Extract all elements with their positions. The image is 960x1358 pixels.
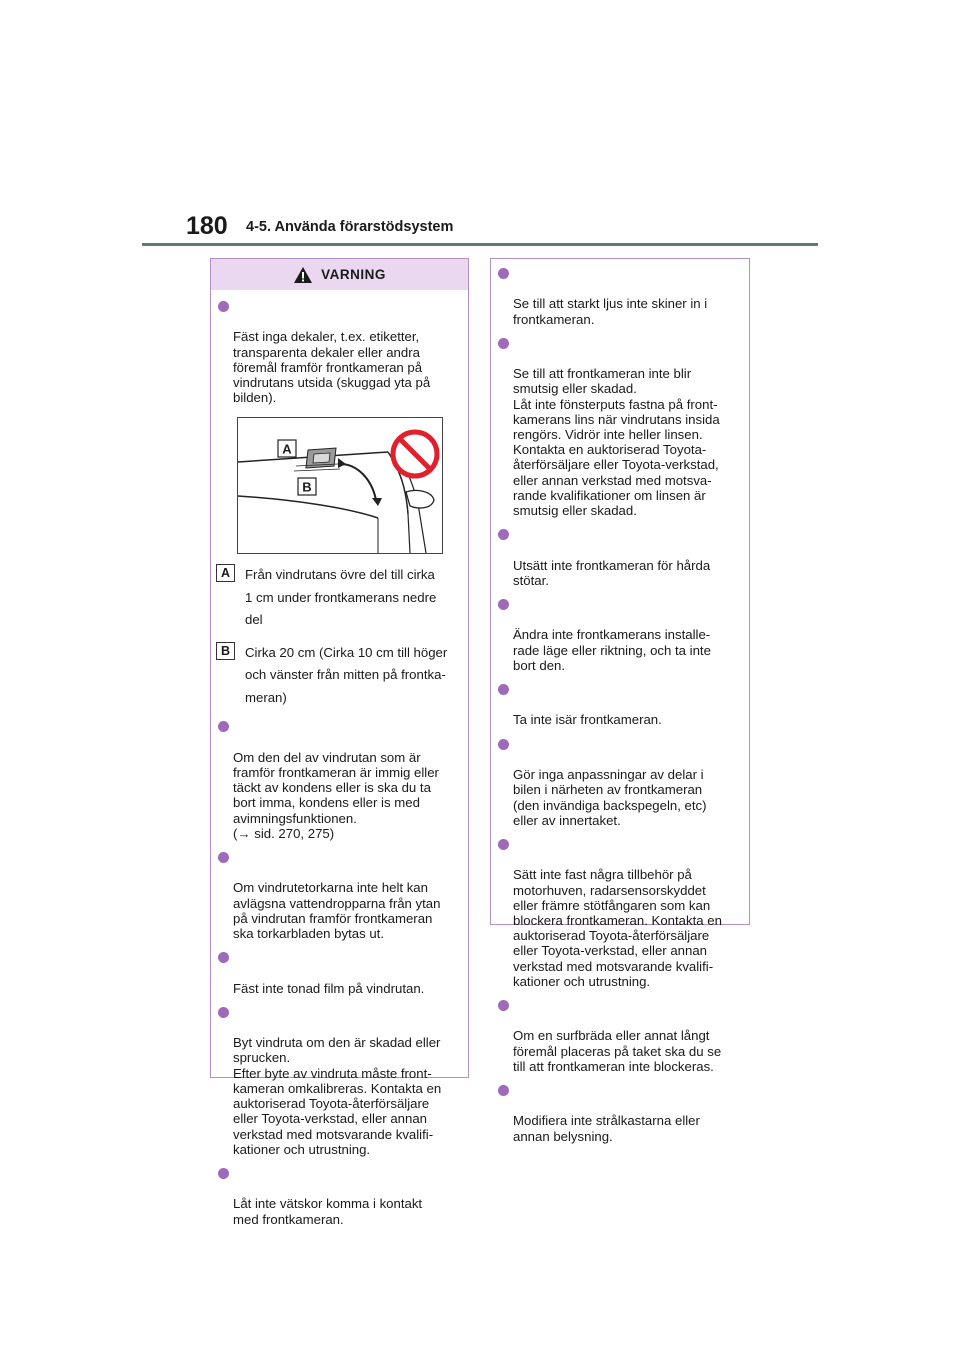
- bullet-text: Fäst inte tonad film på vindrutan.: [233, 980, 425, 996]
- page-number: 180: [186, 212, 228, 240]
- prohibition-sign-icon: [393, 432, 437, 476]
- bullet-text: Om en surfbräda eller annat långt föremål placeras på taket ska du se till att frontkameran inte blockeras.: [513, 1028, 722, 1074]
- bullet-text: Se till att frontkameran inte blir smutsig eller skadad. Låt inte fönsterputs fastna på front- kamerans lins när vindrutans insida rengörs. Vidrör inte heller linsen. Kontakta en auktoriserad Toyota- återförsäljare eller Toyota-verkstad, eller annan verkstad med motsva- rande kvalifikationer om linsen är smutsig eller skadad.: [513, 366, 720, 519]
- label-tag-a: A: [216, 564, 235, 582]
- list-item: [496, 266, 741, 327]
- intro-list: [216, 299, 461, 405]
- label-tag-b: B: [216, 642, 235, 660]
- right-bullet-list: [496, 266, 741, 1144]
- list-item: [496, 737, 741, 828]
- list-item: [496, 597, 741, 673]
- header-rule: [142, 243, 818, 246]
- list-item: [496, 1083, 741, 1144]
- bullet-dot-icon: [498, 839, 509, 850]
- section-title: 4-5. Använda förarstödsystem: [246, 219, 454, 235]
- bullet-text: Ta inte isär frontkameran.: [513, 712, 662, 728]
- label-text-a: Från vindrutans övre del till cirka 1 cm under frontkamerans nedre del: [245, 567, 437, 628]
- bullet-dot-icon: [218, 1168, 229, 1179]
- label-item-a: [216, 564, 468, 632]
- warning-box-right: [490, 258, 750, 1144]
- bullet-dot-icon: [218, 952, 229, 963]
- list-item: [496, 837, 741, 989]
- warning-header: [211, 259, 468, 290]
- bullet-text: Om den del av vindrutan som är framför frontkameran är immig eller täckt av kondens eller is ska du ta bort imma, kondens eller is med avimningsfunktionen. (→ sid. 270, 275): [233, 749, 439, 841]
- list-item: [496, 336, 741, 518]
- bullet-text: Gör inga anpassningar av delar i bilen i närheten av frontkameran (den invändiga backspegeln, etc) eller av innertaket.: [513, 767, 707, 828]
- list-item: [496, 682, 741, 728]
- callout-b-label: B: [302, 479, 312, 495]
- bullet-dot-icon: [218, 852, 229, 863]
- list-item: [216, 1005, 461, 1157]
- bullet-dot-icon: [498, 599, 509, 610]
- bullet-dot-icon: [218, 1007, 229, 1018]
- bullet-text: Om vindrutetorkarna inte helt kan avlägsna vattendropparna från ytan på vindrutan framför frontkameran ska torkarbladen bytas ut.: [233, 880, 441, 942]
- list-item: [216, 719, 461, 841]
- list-item: [216, 1166, 461, 1227]
- bullet-dot-icon: [498, 268, 509, 279]
- callout-a-label: A: [282, 441, 292, 457]
- bullet-text: Ändra inte frontkamerans installe- rade läge eller riktning, och ta inte bort den.: [513, 627, 711, 673]
- list-item: [496, 527, 741, 588]
- bullet-dot-icon: [498, 338, 509, 349]
- warning-triangle-icon: [293, 266, 313, 284]
- bullet-text: Fäst inga dekaler, t.ex. etiketter, transparenta dekaler eller andra föremål framför frontkameran på vindrutans utsida (skuggad yta på bilden).: [233, 329, 431, 406]
- bullet-text: Låt inte vätskor komma i kontakt med frontkameran.: [233, 1196, 423, 1227]
- windshield-camera-figure: [237, 417, 443, 554]
- bullet-dot-icon: [498, 529, 509, 540]
- bullet-text: Byt vindruta om den är skadad eller sprucken. Efter byte av vindruta måste front- kameran omkalibreras. Kontakta en auktoriserad Toyota-återförsäljare eller Toyota-verkstad, eller annan verkstad med motsvarande kvalifi- kationer och utrustning.: [233, 1035, 442, 1157]
- label-item-b: [216, 642, 468, 710]
- warning-title: VARNING: [321, 267, 386, 282]
- bullet-dot-icon: [498, 739, 509, 750]
- left-bullet-list: [216, 719, 461, 1226]
- bullet-dot-icon: [498, 1085, 509, 1096]
- bullet-text: Sätt inte fast några tillbehör på motorhuven, radarsensorskyddet eller främre stötfångaren som kan blockera frontkameran. Kontakta en auktoriserad Toyota-återförsäljare eller Toyota-verkstad, eller annan verkstad med motsvarande kvalifi- kationer och utrustning.: [513, 867, 722, 989]
- list-item: [216, 950, 461, 996]
- bullet-dot-icon: [498, 684, 509, 695]
- bullet-text: Se till att starkt ljus inte skiner in i frontkameran.: [513, 296, 708, 327]
- warning-box-left: [210, 258, 469, 1227]
- list-item: [216, 850, 461, 941]
- bullet-text: Modifiera inte strålkastarna eller annan belysning.: [513, 1113, 700, 1144]
- list-item: [496, 998, 741, 1074]
- bullet-dot-icon: [498, 1000, 509, 1011]
- windshield-illustration: [238, 418, 442, 553]
- list-item: [216, 299, 461, 405]
- label-text-b: Cirka 20 cm (Cirka 10 cm till höger och vänster från mitten på frontka- meran): [245, 644, 448, 705]
- bullet-dot-icon: [218, 721, 229, 732]
- bullet-text: Utsätt inte frontkameran för hårda stötar.: [513, 557, 711, 588]
- bullet-dot-icon: [218, 301, 229, 312]
